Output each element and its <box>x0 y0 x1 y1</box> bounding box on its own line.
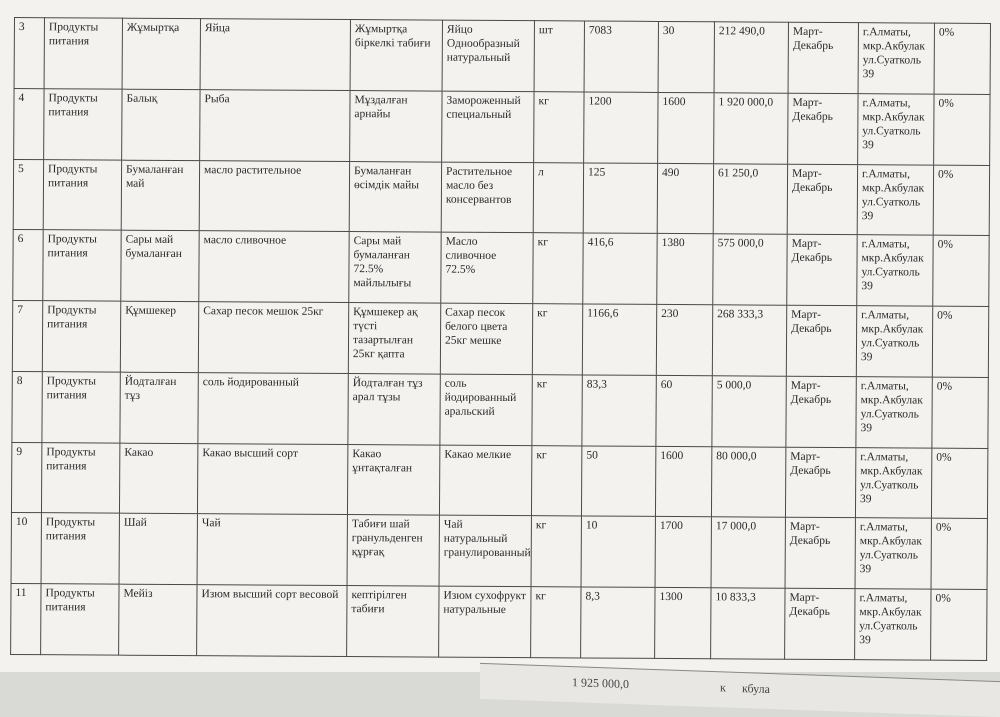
period-cell: Март-Декабрь <box>785 518 855 589</box>
sum-cell: 212 490,0 <box>714 22 788 93</box>
quantity-cell: 10 <box>581 516 655 587</box>
description-ru-cell: Замороженный специальный <box>442 91 534 162</box>
name-kz-cell: Жұмыртқа <box>122 18 200 89</box>
row-number: 4 <box>14 88 44 159</box>
address-cell: г.Алматы, мкр.Акбулак ул.Суатколь 39 <box>858 23 934 94</box>
quantity-cell: 7083 <box>584 21 658 92</box>
unit-cell: кг <box>533 233 583 304</box>
sum-cell: 10 833,3 <box>711 588 785 659</box>
row-number: 3 <box>14 18 44 89</box>
sum-cell: 17 000,0 <box>711 517 785 588</box>
percent-cell: 0% <box>931 518 987 589</box>
row-number: 10 <box>11 513 41 584</box>
row-number: 11 <box>11 584 41 655</box>
description-kz-cell: Йодталған тұз арал тұзы <box>348 373 440 444</box>
quantity-cell: 416,6 <box>583 233 657 304</box>
period-cell: Март-Декабрь <box>788 93 858 164</box>
description-kz-cell: Какао ұнтақталған <box>347 444 439 515</box>
quantity-cell: 125 <box>583 163 657 234</box>
name-kz-cell: Сары май бумаланған <box>121 230 199 301</box>
period-cell: Март-Декабрь <box>786 305 856 376</box>
description-kz-cell: Мұздалған арнайы <box>350 90 442 161</box>
row-number: 6 <box>13 230 43 301</box>
sum-cell: 5 000,0 <box>712 376 786 447</box>
description-kz-cell: Жұмыртқа біркелкі табиғи <box>350 20 442 91</box>
underlying-sum: 1 925 000,0 <box>572 675 629 692</box>
price-cell: 1300 <box>655 588 711 659</box>
sum-cell: 1 920 000,0 <box>714 93 788 164</box>
percent-cell: 0% <box>933 235 989 306</box>
category-cell: Продукты питания <box>41 584 119 655</box>
category-cell: Продукты питания <box>42 372 120 443</box>
price-cell: 490 <box>657 163 713 234</box>
underlying-address-fragment-2: кбула <box>742 681 770 697</box>
name-ru-cell: Чай <box>197 514 347 586</box>
percent-cell: 0% <box>934 23 990 94</box>
name-kz-cell: Құмшекер <box>120 301 198 372</box>
percent-cell: 0% <box>934 94 990 165</box>
sum-cell: 61 250,0 <box>713 163 787 234</box>
name-kz-cell: Мейіз <box>119 584 197 655</box>
quantity-cell: 1200 <box>584 92 658 163</box>
period-cell: Март-Декабрь <box>787 164 857 235</box>
name-ru-cell: масло растительное <box>199 160 349 232</box>
name-kz-cell: Бумаланған май <box>121 160 199 231</box>
address-cell: г.Алматы, мкр.Акбулак ул.Суатколь 39 <box>858 93 934 164</box>
address-cell: г.Алматы, мкр.Акбулак ул.Суатколь 39 <box>855 589 931 660</box>
description-ru-cell: Какао мелкие <box>439 445 531 516</box>
quantity-cell: 8,3 <box>581 587 655 658</box>
price-cell: 30 <box>658 21 714 92</box>
name-ru-cell: Сахар песок мешок 25кг <box>198 302 348 374</box>
name-ru-cell: Изюм высший сорт весовой <box>197 585 347 657</box>
price-cell: 230 <box>656 304 712 375</box>
table-row <box>12 371 988 448</box>
price-cell: 1600 <box>655 446 711 517</box>
description-ru-cell: Изюм сухофрукт натуральные <box>439 586 531 657</box>
unit-cell: кг <box>534 91 584 162</box>
name-ru-cell: Рыба <box>200 89 350 161</box>
row-number: 5 <box>13 159 43 230</box>
address-cell: г.Алматы, мкр.Акбулак ул.Суатколь 39 <box>857 164 933 235</box>
percent-cell: 0% <box>932 306 988 377</box>
description-ru-cell: Масло сливочное 72.5% <box>441 232 533 303</box>
quantity-cell: 1166,6 <box>582 304 656 375</box>
unit-cell: кг <box>531 445 581 516</box>
description-ru-cell: Чай натуральный гранулированный <box>439 515 531 586</box>
table-row <box>11 513 987 590</box>
address-cell: г.Алматы, мкр.Акбулак ул.Суатколь 39 <box>855 447 931 518</box>
address-cell: г.Алматы, мкр.Акбулак ул.Суатколь 39 <box>855 518 931 589</box>
percent-cell: 0% <box>931 589 987 660</box>
name-kz-cell: Какао <box>119 443 197 514</box>
address-cell: г.Алматы, мкр.Акбулак ул.Суатколь 39 <box>856 376 932 447</box>
procurement-table <box>10 17 991 661</box>
category-cell: Продукты питания <box>43 230 121 301</box>
underlying-address-fragment: к <box>720 680 726 695</box>
table-row <box>13 159 989 236</box>
price-cell: 1600 <box>658 92 714 163</box>
quantity-cell: 83,3 <box>582 375 656 446</box>
category-cell: Продукты питания <box>42 301 120 372</box>
percent-cell: 0% <box>932 377 988 448</box>
description-kz-cell: Бумаланған өсімдік майы <box>349 161 441 232</box>
category-cell: Продукты питания <box>41 513 119 584</box>
name-ru-cell: Какао высший сорт <box>197 443 347 515</box>
percent-cell: 0% <box>933 165 989 236</box>
description-kz-cell: Құмшекер ақ түсті тазартылған 25кг қапта <box>348 303 440 374</box>
category-cell: Продукты питания <box>44 88 122 159</box>
table-row <box>14 18 990 95</box>
description-ru-cell: соль йодированный аральский <box>440 374 532 445</box>
row-number: 9 <box>11 442 41 513</box>
unit-cell: кг <box>531 516 581 587</box>
period-cell: Март-Декабрь <box>786 376 856 447</box>
period-cell: Март-Декабрь <box>788 22 858 93</box>
name-kz-cell: Шай <box>119 514 197 585</box>
unit-cell: кг <box>532 375 582 446</box>
period-cell: Март-Декабрь <box>785 447 855 518</box>
category-cell: Продукты питания <box>43 159 121 230</box>
row-number: 7 <box>12 301 42 372</box>
description-kz-cell: Сары май бумаланған 72.5% майлылығы <box>349 232 441 303</box>
category-cell: Продукты питания <box>41 442 119 513</box>
table-row <box>13 230 989 307</box>
sum-cell: 268 333,3 <box>712 305 786 376</box>
table-row <box>11 442 987 519</box>
table-row <box>14 88 990 165</box>
description-kz-cell: Табиғи шай гранульденген құрғақ <box>347 515 439 586</box>
address-cell: г.Алматы, мкр.Акбулак ул.Суатколь 39 <box>857 235 933 306</box>
quantity-cell: 50 <box>581 446 655 517</box>
row-number: 8 <box>12 371 42 442</box>
table-row <box>11 584 987 661</box>
description-kz-cell: кептірілген табиғи <box>347 586 439 657</box>
name-ru-cell: соль йодированный <box>198 372 348 444</box>
description-ru-cell: Растительное масло без консервантов <box>441 162 533 233</box>
table-row <box>12 301 988 378</box>
unit-cell: л <box>533 162 583 233</box>
period-cell: Март-Декабрь <box>787 235 857 306</box>
name-kz-cell: Йодталған тұз <box>120 372 198 443</box>
price-cell: 1380 <box>657 234 713 305</box>
name-ru-cell: Яйца <box>200 19 350 91</box>
unit-cell: кг <box>532 304 582 375</box>
category-cell: Продукты питания <box>44 18 122 89</box>
price-cell: 1700 <box>655 517 711 588</box>
percent-cell: 0% <box>931 448 987 519</box>
description-ru-cell: Яйцо Однообразный натуральный <box>442 20 534 91</box>
sum-cell: 575 000,0 <box>713 234 787 305</box>
unit-cell: кг <box>531 587 581 658</box>
name-ru-cell: масло сливочное <box>199 231 349 303</box>
name-kz-cell: Балық <box>122 89 200 160</box>
period-cell: Март-Декабрь <box>785 588 855 659</box>
price-cell: 60 <box>656 375 712 446</box>
sum-cell: 80 000,0 <box>711 446 785 517</box>
unit-cell: шт <box>534 21 584 92</box>
address-cell: г.Алматы, мкр.Акбулак ул.Суатколь 39 <box>856 306 932 377</box>
description-ru-cell: Сахар песок белого цвета 25кг мешке <box>440 303 532 374</box>
